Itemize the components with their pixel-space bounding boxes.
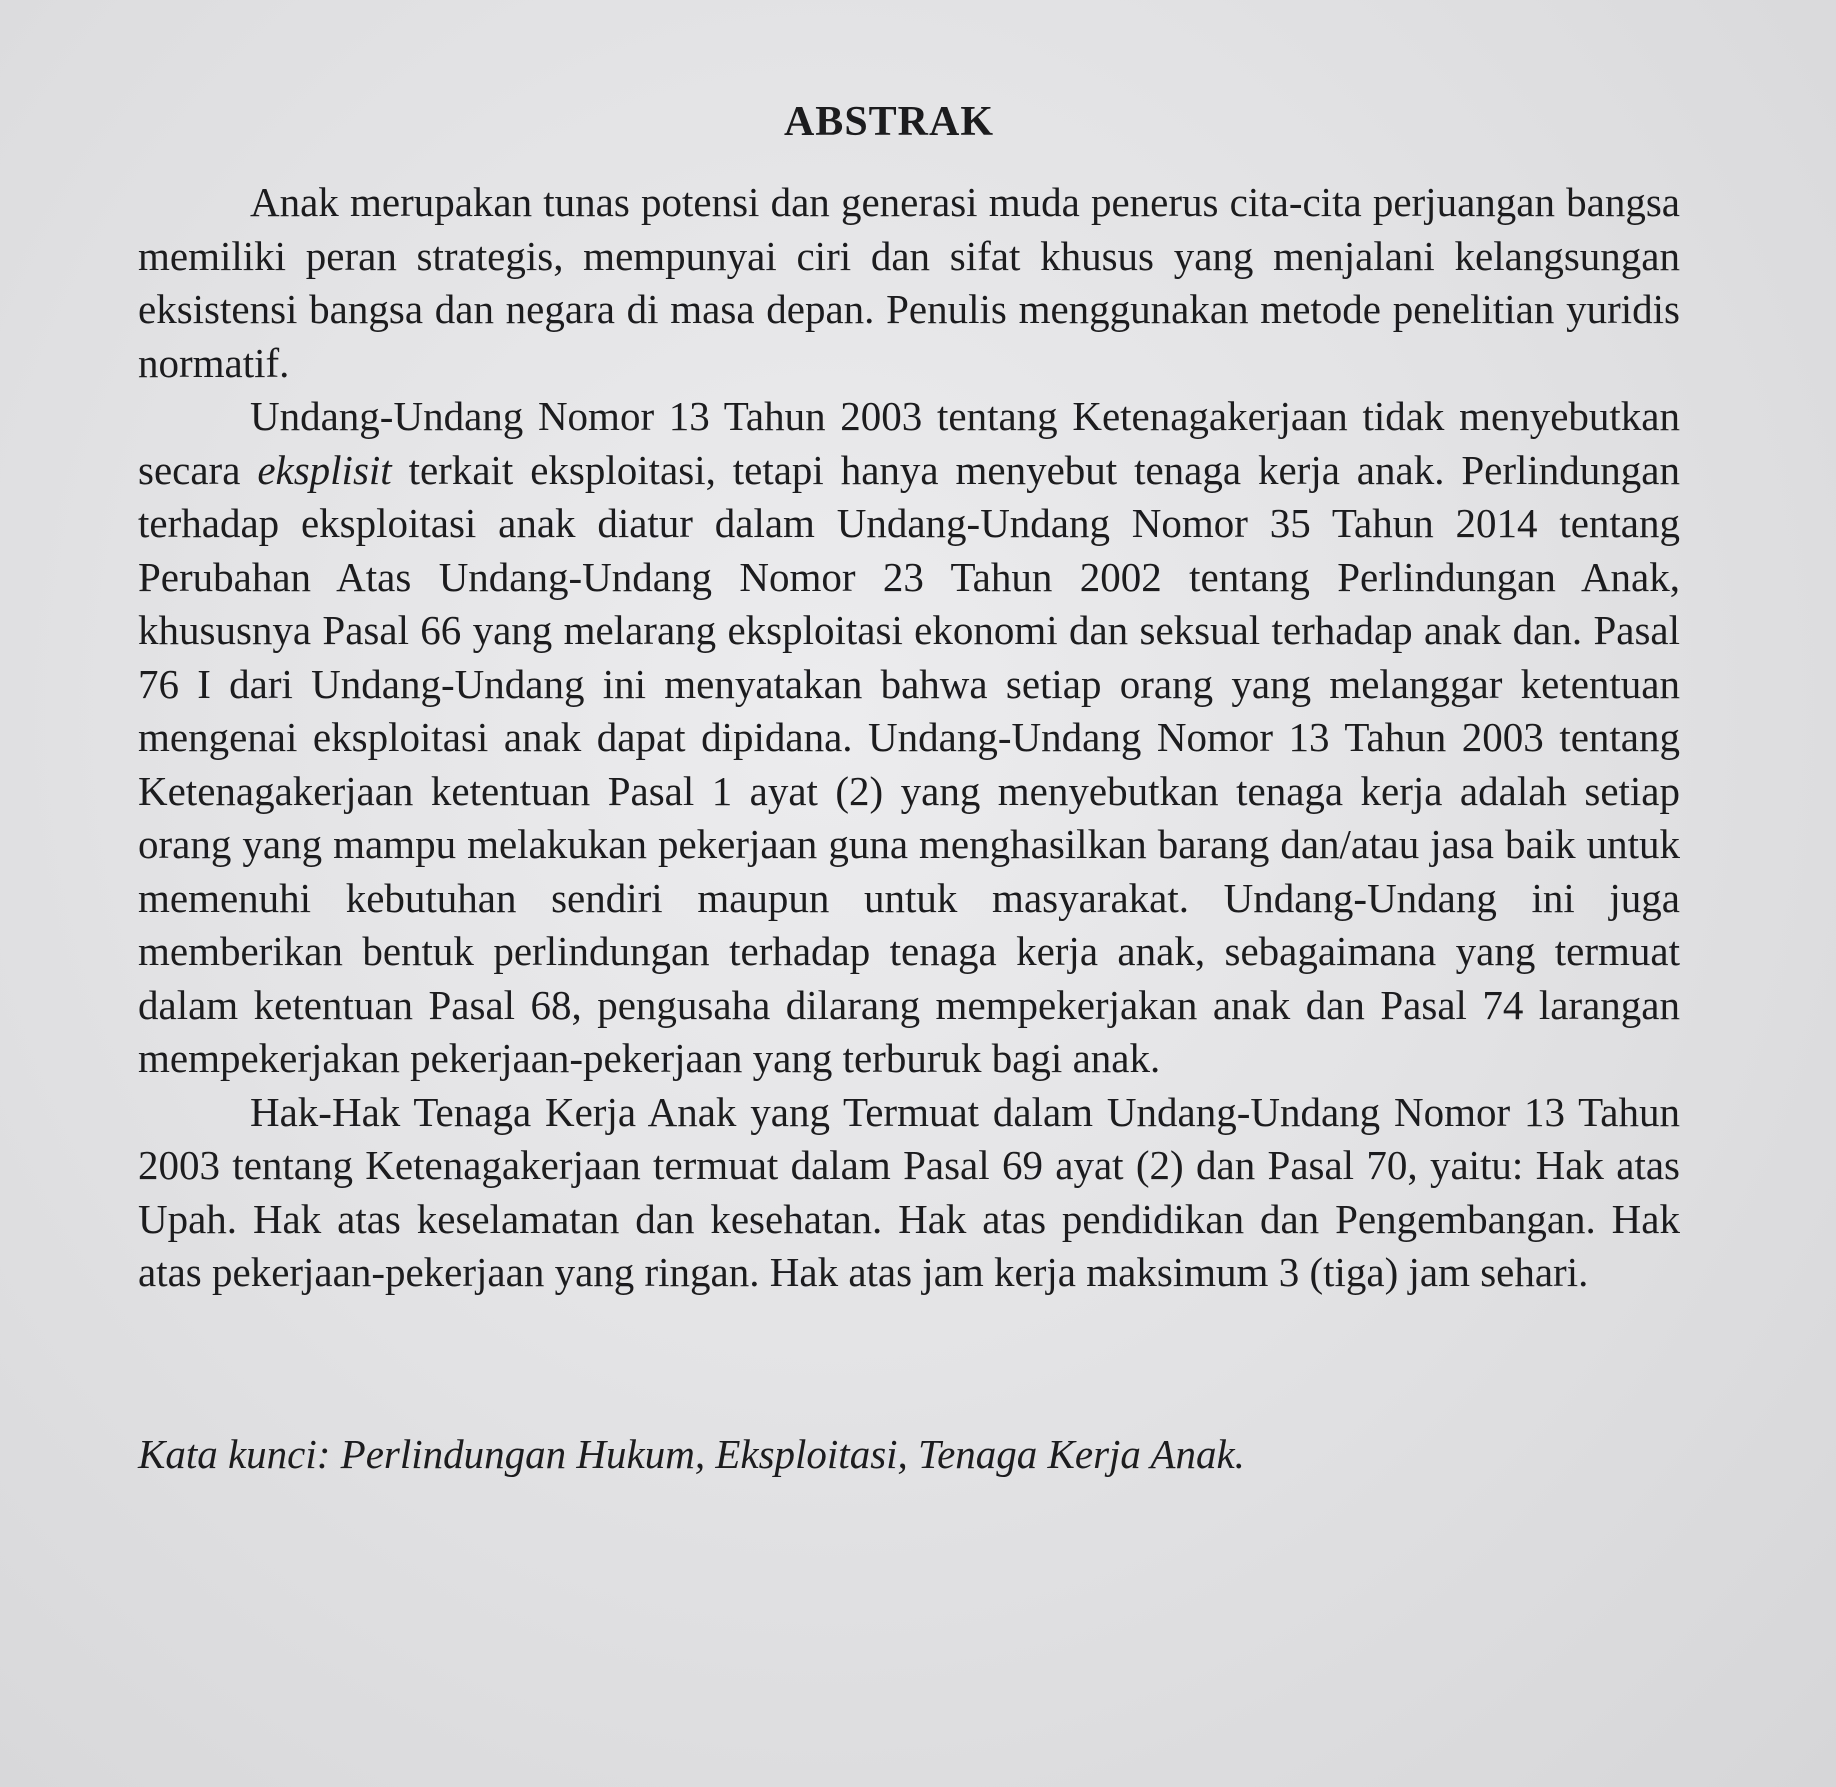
paragraph-2-text-start: Undang-Undang Nomor 13 Tahun 2003 tentang Ketenagakerjaan tidak menyebutkan secara <box>138 393 1680 493</box>
keywords-line: Kata kunci: Perlindungan Hukum, Eksploitasi, Tenaga Kerja Anak. <box>138 1430 1245 1477</box>
abstract-paragraph-2 <box>138 390 1680 1086</box>
abstract-paragraph-1: Anak merupakan tunas potensi dan generasi muda penerus cita-cita perjuangan bangsa memiliki peran strategis, mempunyai ciri dan sifat khusus yang menjalani kelangsungan eksistensi bangsa dan negara di masa depan. Penulis menggunakan metode penelitian yuridis normatif. <box>138 179 1680 386</box>
abstract-body <box>138 98 1680 1481</box>
emphasis-eksplisit: eksplisit <box>257 446 392 493</box>
paragraph-2-text-end: terkait eksploitasi, tetapi hanya menyebut tenaga kerja anak. Perlindungan terhadap eksploitasi anak diatur dalam Undang-Undang Nomor 35 Tahun 2014 tentang Perubahan Atas Undang-Undang Nomor 23 Tahun 2002 tentang Perlindungan Anak, khususnya Pasal 66 yang melarang eksploitasi ekonomi dan seksual terhadap anak dan. Pasal 76 I dari Undang-Undang ini menyatakan bahwa setiap orang yang melanggar ketentuan mengenai eksploitasi anak dapat dipidana. Undang-Undang Nomor 13 Tahun 2003 tentang Ketenagakerjaan ketentuan Pasal 1 ayat (2) yang menyebutkan tenaga kerja adalah setiap orang yang mampu melakukan pekerjaan guna menghasilkan barang dan/atau jasa baik untuk memenuhi kebutuhan sendiri maupun untuk masyarakat. Undang-Undang ini juga memberikan bentuk perlindungan terhadap tenaga kerja anak, sebagaimana yang termuat dalam ketentuan Pasal 68, pengusaha dilarang mempekerjakan anak dan Pasal 74 larangan mempekerjakan pekerjaan-pekerjaan yang terburuk bagi anak. <box>138 446 1680 1081</box>
abstract-title: ABSTRAK <box>783 99 995 145</box>
abstract-paragraph-3: Hak-Hak Tenaga Kerja Anak yang Termuat dalam Undang-Undang Nomor 13 Tahun 2003 tentang Ketenagakerjaan termuat dalam Pasal 69 ayat (2) dan Pasal 70, yaitu: Hak atas Upah. Hak atas keselamatan dan kesehatan. Hak atas pendidikan dan Pengembangan. Hak atas pekerjaan-pekerjaan yang ringan. Hak atas jam kerja maksimum 3 (tiga) jam sehari. <box>138 1088 1680 1295</box>
